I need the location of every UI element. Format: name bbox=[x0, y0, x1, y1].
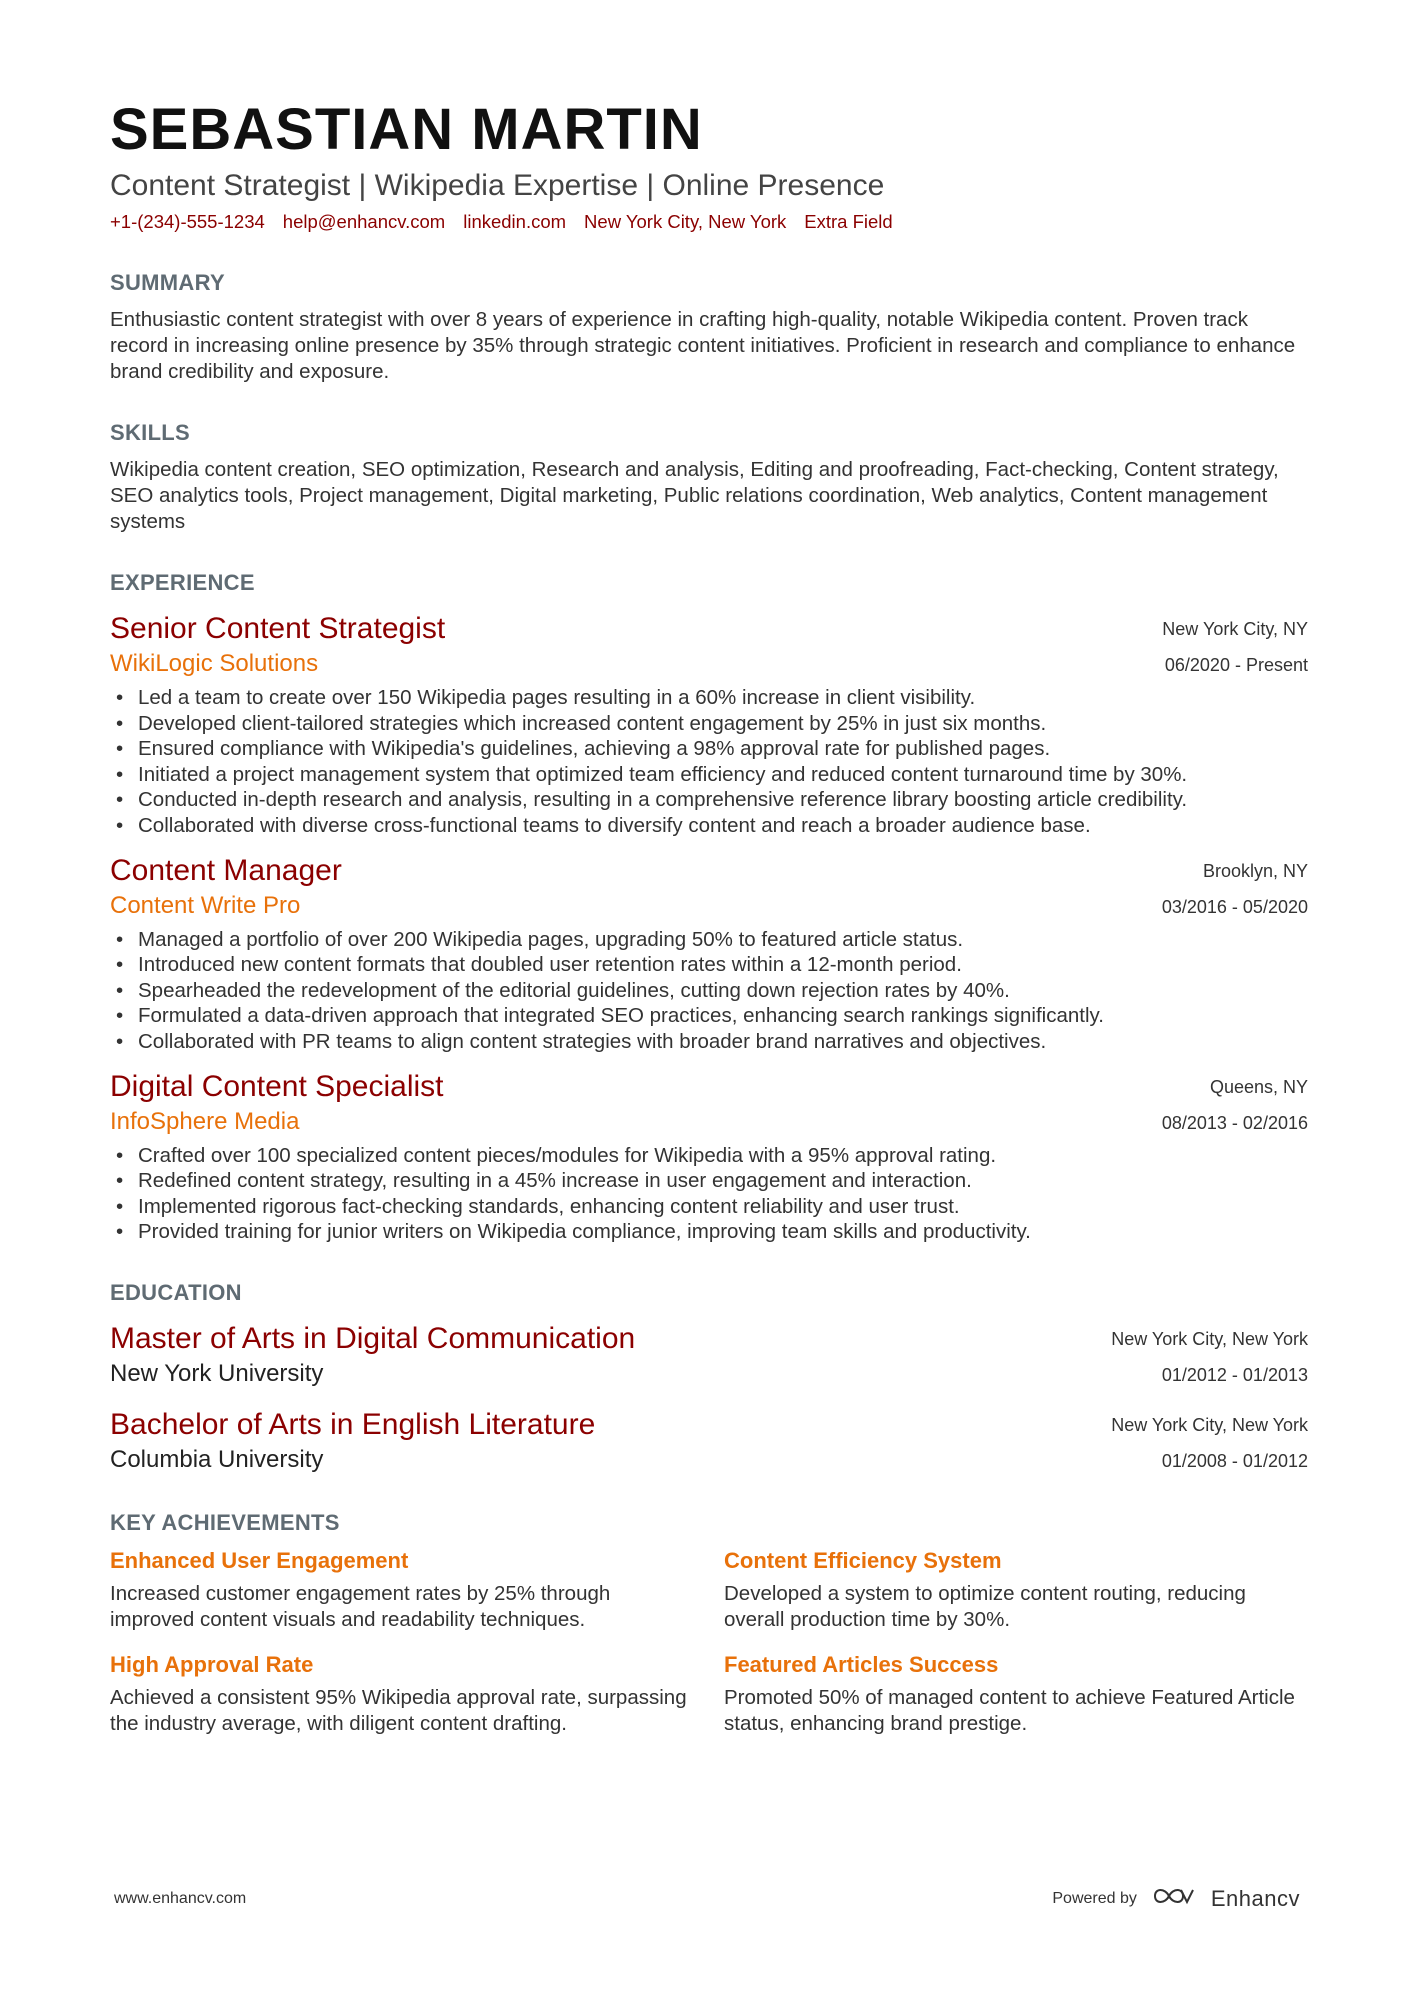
summary-text: Enthusiastic content strategist with over 8 years of experience in crafting high-quality, notable Wikipedia content. Proven track record in increasing online presence by 35% through strategic content initiatives. Proficient in research and compliance to enhance brand credibility and exposure. bbox=[110, 308, 1296, 383]
contact-email[interactable]: help@enhancv.com bbox=[282, 211, 446, 232]
achievements-grid bbox=[110, 1547, 1308, 1737]
bullet-item: • Managed a portfolio of over 200 Wikipedia pages, upgrading 50% to featured article status. bbox=[110, 927, 1308, 953]
bullet-item: • Conducted in-depth research and analysis, resulting in a comprehensive reference library boosting article credibility. bbox=[110, 787, 1308, 813]
education-entry bbox=[110, 1321, 1308, 1389]
job-meta bbox=[1162, 853, 1308, 925]
achievement-item bbox=[724, 1547, 1308, 1633]
job-company: InfoSphere Media bbox=[110, 1107, 300, 1135]
education-dates: 01/2012 - 01/2013 bbox=[1161, 1364, 1308, 1385]
bullet-item: • Implemented rigorous fact-checking standards, enhancing content reliability and user trust. bbox=[110, 1194, 1308, 1220]
education-heading: EDUCATION bbox=[110, 1279, 242, 1305]
bullet-item: • Crafted over 100 specialized content pieces/modules for Wikipedia with a 95% approval rating. bbox=[110, 1143, 1308, 1169]
achievement-desc: Promoted 50% of managed content to achieve Featured Article status, enhancing brand prestige. bbox=[724, 1685, 1295, 1735]
bullet-item: • Collaborated with diverse cross-functional teams to diversify content and reach a broader audience base. bbox=[110, 813, 1308, 839]
job-bullets bbox=[110, 685, 1308, 839]
job-dates: 08/2013 - 02/2016 bbox=[1161, 1112, 1308, 1133]
job-meta bbox=[1162, 1069, 1308, 1141]
resume-page bbox=[110, 95, 1308, 1737]
bullet-item: • Led a team to create over 150 Wikipedia pages resulting in a 60% increase in client visibility. bbox=[110, 685, 1308, 711]
experience-entry bbox=[110, 1069, 1308, 1245]
job-company: WikiLogic Solutions bbox=[110, 650, 319, 677]
degree-title: Master of Arts in Digital Communication bbox=[110, 1321, 636, 1355]
job-role: Senior Content Strategist bbox=[110, 612, 446, 645]
contact-linkedin[interactable]: linkedin.com bbox=[463, 211, 567, 232]
job-dates: 03/2016 - 05/2020 bbox=[1161, 896, 1308, 917]
experience-entry bbox=[110, 853, 1308, 1055]
achievements-heading: KEY ACHIEVEMENTS bbox=[110, 1509, 340, 1535]
powered-by-label: Powered by bbox=[1052, 1889, 1137, 1907]
job-location: Queens, NY bbox=[1209, 1076, 1308, 1097]
page-footer bbox=[114, 1884, 1300, 1913]
job-location: Brooklyn, NY bbox=[1202, 860, 1308, 881]
experience-entry bbox=[110, 611, 1308, 839]
school-name: New York University bbox=[110, 1359, 324, 1387]
achievement-desc: Achieved a consistent 95% Wikipedia approval rate, surpassing the industry average, with diligent content drafting. bbox=[110, 1685, 687, 1735]
bullet-item: • Initiated a project management system that optimized team efficiency and reduced content turnaround time by 30%. bbox=[110, 762, 1308, 788]
job-company: Content Write Pro bbox=[110, 891, 301, 919]
job-bullets bbox=[110, 1143, 1308, 1245]
bullet-item: • Provided training for junior writers on Wikipedia compliance, improving team skills and productivity. bbox=[110, 1219, 1308, 1245]
bullet-item: • Spearheaded the redevelopment of the editorial guidelines, cutting down rejection rates by 40%. bbox=[110, 978, 1308, 1004]
job-role: Content Manager bbox=[110, 853, 342, 887]
contact-phone: +1-(234)-555-1234 bbox=[110, 211, 265, 232]
education-entry bbox=[110, 1407, 1308, 1475]
footer-brand bbox=[1052, 1884, 1300, 1913]
education-location: New York City, New York bbox=[1111, 1414, 1308, 1435]
achievement-title: Content Efficiency System bbox=[724, 1547, 1002, 1573]
contact-bar bbox=[110, 209, 1308, 235]
degree-title: Bachelor of Arts in English Literature bbox=[110, 1407, 596, 1441]
footer-website[interactable]: www.enhancv.com bbox=[114, 1889, 247, 1907]
achievement-title: Featured Articles Success bbox=[724, 1651, 999, 1677]
contact-location: New York City, New York bbox=[584, 211, 787, 232]
education-meta bbox=[1111, 1321, 1308, 1393]
bullet-item: • Redefined content strategy, resulting in a 45% increase in user engagement and interaction. bbox=[110, 1168, 1308, 1194]
job-role: Digital Content Specialist bbox=[110, 1069, 444, 1103]
enhancv-logo-icon bbox=[1151, 1884, 1197, 1913]
job-dates: 06/2020 - Present bbox=[1164, 655, 1308, 675]
achievement-title: High Approval Rate bbox=[110, 1651, 314, 1677]
school-name: Columbia University bbox=[110, 1445, 324, 1473]
education-meta bbox=[1111, 1407, 1308, 1479]
summary-heading: SUMMARY bbox=[110, 270, 225, 295]
bullet-item: • Formulated a data-driven approach that integrated SEO practices, enhancing search rankings significantly. bbox=[110, 1003, 1308, 1029]
bullet-item: • Developed client-tailored strategies which increased content engagement by 25% in just six months. bbox=[110, 711, 1308, 737]
achievement-item bbox=[110, 1547, 694, 1633]
job-meta bbox=[1162, 611, 1308, 683]
bullet-item: • Ensured compliance with Wikipedia's guidelines, achieving a 98% approval rate for published pages. bbox=[110, 736, 1308, 762]
skills-heading: SKILLS bbox=[110, 420, 191, 445]
job-location: New York City, NY bbox=[1162, 619, 1308, 639]
skills-text: Wikipedia content creation, SEO optimization, Research and analysis, Editing and proofreading, Fact-checking, Content strategy, SEO analytics tools, Project management, Digital marketing, Public relations coordination, Web analytics, Content management systems bbox=[110, 458, 1279, 533]
education-dates: 01/2008 - 01/2012 bbox=[1161, 1450, 1308, 1471]
bullet-item: • Introduced new content formats that doubled user retention rates within a 12-month period. bbox=[110, 952, 1308, 978]
candidate-name: SEBASTIAN MARTIN bbox=[110, 97, 703, 162]
achievement-item bbox=[110, 1651, 694, 1737]
achievement-desc: Increased customer engagement rates by 25% through improved content visuals and readability techniques. bbox=[110, 1581, 611, 1631]
contact-extra: Extra Field bbox=[804, 211, 893, 232]
education-location: New York City, New York bbox=[1111, 1328, 1308, 1349]
brand-name: Enhancv bbox=[1210, 1885, 1300, 1911]
job-bullets bbox=[110, 927, 1308, 1055]
experience-heading: EXPERIENCE bbox=[110, 570, 255, 595]
bullet-item: • Collaborated with PR teams to align content strategies with broader brand narratives and objectives. bbox=[110, 1029, 1308, 1055]
candidate-title: Content Strategist | Wikipedia Expertise | Online Presence bbox=[110, 169, 885, 202]
achievement-title: Enhanced User Engagement bbox=[110, 1547, 409, 1573]
achievement-item bbox=[724, 1651, 1308, 1737]
achievement-desc: Developed a system to optimize content routing, reducing overall production time by 30%. bbox=[724, 1581, 1246, 1631]
